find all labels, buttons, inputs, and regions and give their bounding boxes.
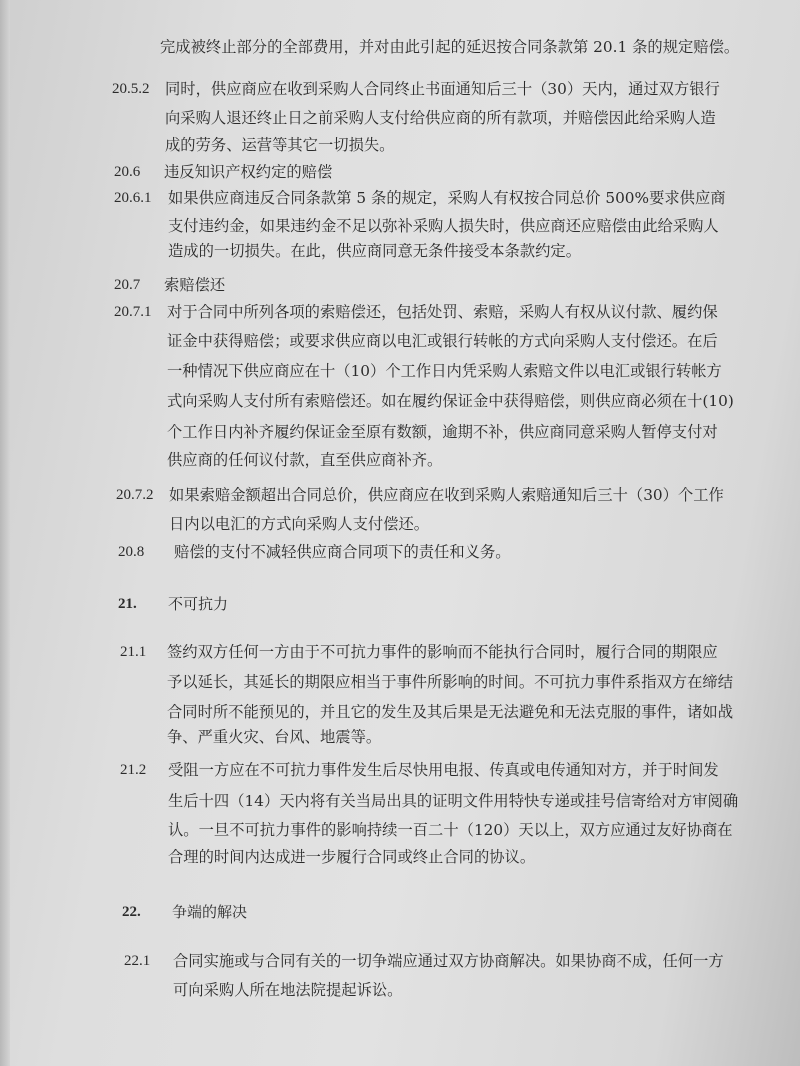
clause-number: 20.7 (114, 277, 141, 293)
text-line: 对于合同中所列各项的索赔偿还，包括处罚、索赔，采购人有权从议付款、履约保 (167, 303, 718, 321)
text-line: 同时，供应商应在收到采购人合同终止书面通知后三十（30）天内，通过双方银行 (165, 80, 720, 98)
section-title: 不可抗力 (168, 595, 229, 613)
text-line: 认。一旦不可抗力事件的影响持续一百二十（120）天以上，双方应通过友好协商在 (168, 821, 733, 839)
text-line: 式向采购人支付所有索赔偿还。如在履约保证金中获得赔偿，则供应商必须在十(10) (167, 392, 734, 410)
text-line: 向采购人退还终止日之前采购人支付给供应商的所有款项，并赔偿因此给采购人造 (165, 109, 716, 127)
text-line: 支付违约金，如果违约金不足以弥补采购人损失时，供应商还应赔偿由此给采购人 (168, 217, 719, 235)
clause-number: 20.8 (118, 544, 145, 560)
text-line: 受阻一方应在不可抗力事件发生后尽快用电报、传真或电传通知对方，并于时间发 (168, 761, 719, 779)
section-number: 22. (122, 904, 141, 920)
clause-number: 20.6 (114, 164, 141, 180)
text-line: 签约双方任何一方由于不可抗力事件的影响而不能执行合同时，履行合同的期限应 (167, 643, 718, 661)
clause-title: 索赔偿还 (164, 276, 226, 294)
clause-number: 21.1 (120, 644, 147, 660)
clause-number: 20.7.2 (116, 487, 154, 503)
clause-number: 20.7.1 (114, 304, 152, 320)
text-line: 日内以电汇的方式向采购人支付偿还。 (169, 515, 430, 533)
text-line: 如果索赔金额超出合同总价，供应商应在收到采购人索赔通知后三十（30）个工作 (169, 486, 724, 504)
text-line: 造成的一切损失。在此，供应商同意无条件接受本条款约定。 (168, 242, 582, 260)
text-line: 供应商的任何议付款，直至供应商补齐。 (167, 451, 443, 469)
section-title: 争端的解决 (172, 903, 248, 921)
text-line: 争、严重火灾、台风、地震等。 (167, 728, 382, 746)
clause-number: 21.2 (120, 762, 147, 778)
text-line: 个工作日内补齐履约保证金至原有数额，逾期不补，供应商同意采购人暂停支付对 (167, 423, 718, 441)
text-line: 一种情况下供应商应在十（10）个工作日内凭采购人索赔文件以电汇或银行转帐方 (167, 362, 722, 380)
text-line: 合同时所不能预见的，并且它的发生及其后果是无法避免和无法克服的事件，诸如战 (167, 703, 733, 721)
text-line: 完成被终止部分的全部费用，并对由此引起的延迟按合同条款第 20.1 条的规定赔偿。 (160, 38, 740, 56)
text-line: 成的劳务、运营等其它一切损失。 (165, 136, 395, 154)
clause-number: 20.5.2 (112, 81, 150, 97)
section-number: 21. (118, 596, 137, 612)
clause-number: 20.6.1 (114, 190, 152, 206)
text-line: 予以延长，其延长的期限应相当于事件所影响的时间。不可抗力事件系指双方在缔结 (167, 673, 733, 691)
clause-title: 违反知识产权约定的赔偿 (164, 163, 333, 181)
clause-number: 22.1 (124, 953, 151, 969)
text-line: 如果供应商违反合同条款第 5 条的规定，采购人有权按合同总价 500%要求供应商 (168, 189, 726, 207)
text-line: 可向采购人所在地法院提起诉讼。 (173, 981, 403, 999)
text-line: 生后十四（14）天内将有关当局出具的证明文件用特快专递或挂号信寄给对方审阅确 (168, 792, 739, 810)
text-line: 合同实施或与合同有关的一切争端应通过双方协商解决。如果协商不成，任何一方 (173, 952, 724, 970)
text-line: 合理的时间内达成进一步履行合同或终止合同的协议。 (168, 848, 536, 866)
text-line: 赔偿的支付不减轻供应商合同项下的责任和义务。 (174, 543, 511, 561)
text-line: 证金中获得赔偿；或要求供应商以电汇或银行转帐的方式向采购人支付偿还。在后 (167, 332, 718, 350)
page-edge (0, 0, 10, 1066)
